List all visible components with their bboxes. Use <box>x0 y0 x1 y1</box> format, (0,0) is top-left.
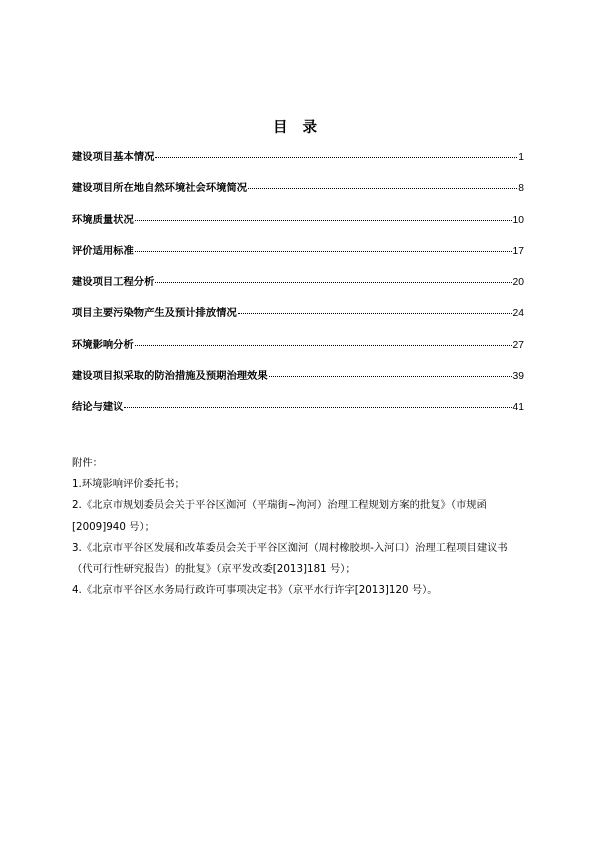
table-of-contents <box>72 148 524 430</box>
toc-entry-label: 建设项目工程分析 <box>72 276 155 289</box>
toc-entry-page: 39 <box>512 371 524 383</box>
toc-entry[interactable] <box>72 367 524 398</box>
toc-entry-page: 24 <box>512 308 524 320</box>
toc-entry-page: 41 <box>512 402 524 414</box>
toc-entry-page: 20 <box>512 277 524 289</box>
toc-entry-label: 建设项目所在地自然环境社会环境简况 <box>72 182 248 195</box>
toc-entry-page: 10 <box>512 214 524 226</box>
toc-entry[interactable] <box>72 336 524 367</box>
toc-leader-dots <box>135 345 512 346</box>
toc-entry-label: 建设项目拟采取的防治措施及预期治理效果 <box>72 370 268 383</box>
toc-entry[interactable] <box>72 304 524 335</box>
attachment-item: 2.《北京市规划委员会关于平谷区洳河（平瑞街~泃河）治理工程规划方案的批复》（市规函[2009]940 号）； <box>72 499 487 533</box>
toc-entry-label: 项目主要污染物产生及预计排放情况 <box>72 307 237 320</box>
toc-entry-page: 1 <box>518 152 524 163</box>
toc-entry-page: 8 <box>518 183 524 195</box>
toc-leader-dots <box>248 188 517 189</box>
attachments-heading: 附件： <box>72 457 103 469</box>
toc-entry-label: 建设项目基本情况 <box>72 151 155 163</box>
toc-leader-dots <box>155 157 517 158</box>
toc-entry[interactable] <box>72 273 524 304</box>
page-title: 目 录 <box>272 120 323 136</box>
toc-entry-label: 环境影响分析 <box>72 338 134 351</box>
toc-leader-dots <box>124 407 511 408</box>
attachment-item: 4.《北京市平谷区水务局行政许可事项决定书》（京平水行许字[2013]120 号）。 <box>72 584 438 597</box>
toc-entry[interactable] <box>72 148 524 179</box>
toc-leader-dots <box>155 282 511 283</box>
toc-leader-dots <box>135 220 512 221</box>
attachment-item: 3.《北京市平谷区发展和改革委员会关于平谷区洳河（周村橡胶坝-入河口）治理工程项目建议书（代可行性研究报告）的批复》（京平发改委[2013]181 号）； <box>72 541 508 576</box>
toc-entry-page: 17 <box>512 245 524 257</box>
toc-leader-dots <box>135 251 512 252</box>
toc-entry[interactable] <box>72 242 524 273</box>
toc-entry[interactable] <box>72 398 524 429</box>
toc-entry-label: 结论与建议 <box>72 401 124 414</box>
toc-entry[interactable] <box>72 211 524 242</box>
attachment-item: 1.环境影响评价委托书； <box>72 478 185 491</box>
toc-leader-dots <box>269 376 512 377</box>
attachments-section <box>72 453 527 601</box>
toc-entry-label: 评价适用标准 <box>72 244 134 257</box>
toc-entry-label: 环境质量状况 <box>72 213 134 226</box>
toc-leader-dots <box>238 313 512 314</box>
toc-entry[interactable] <box>72 179 524 210</box>
toc-entry-page: 27 <box>512 339 524 351</box>
